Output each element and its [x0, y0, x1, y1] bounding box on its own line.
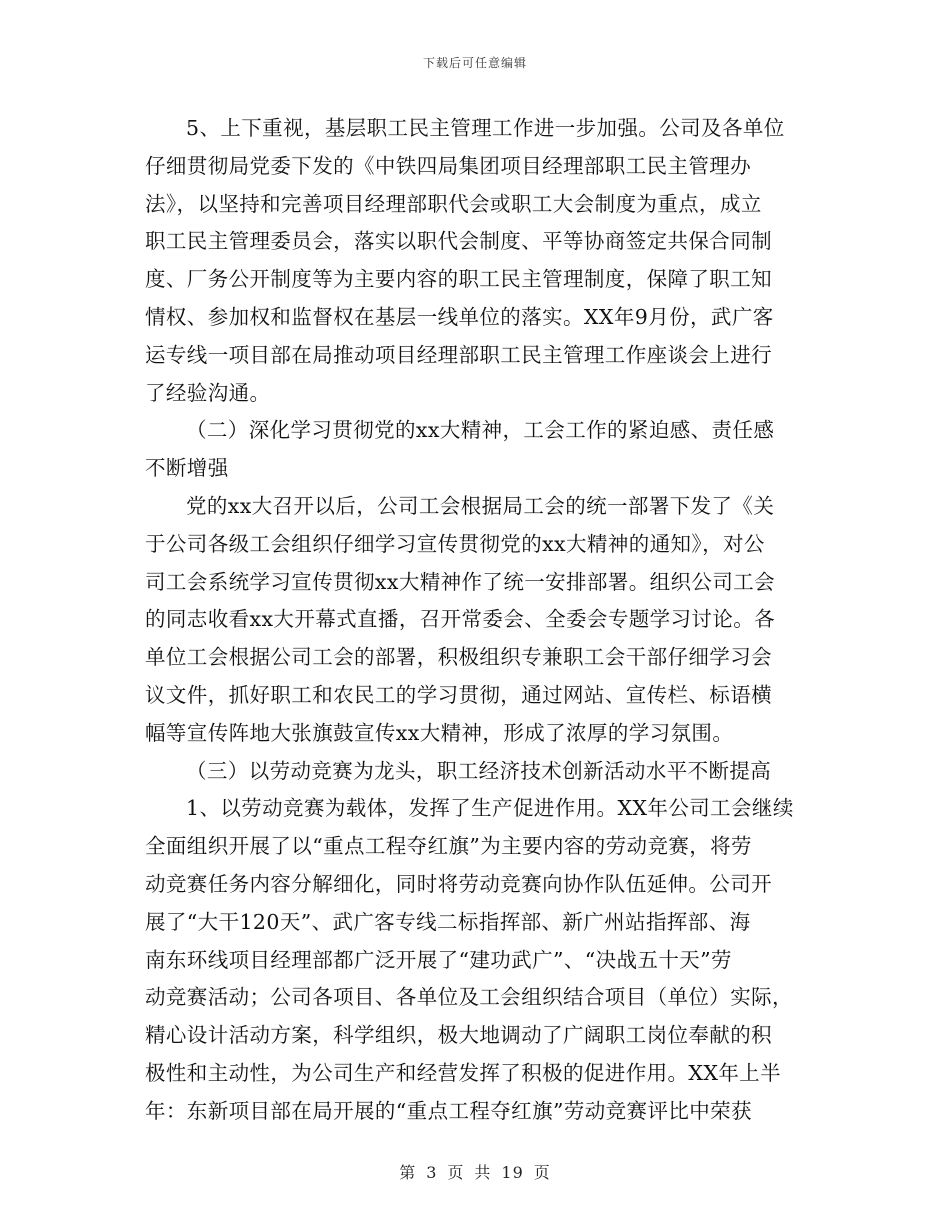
paragraph-line: 党的xx大召开以后，公司工会根据局工会的统一部署下发了《关 [186, 493, 775, 518]
paragraph-line: 法》，以坚持和完善项目经理部职代会或职工大会制度为重点，成立 [145, 191, 762, 216]
footer-total-suffix: 页 [533, 1163, 551, 1182]
paragraph-line: 了经验沟通。 [145, 380, 271, 405]
paragraph-line: 情权、参加权和监督权在基层一线单位的落实。XX年9月份，武广客 [145, 304, 774, 329]
paragraph-line: 幅等宣传阵地大张旗鼓宣传xx大精神，形成了浓厚的学习氛围。 [145, 720, 734, 745]
section-heading-line: 不断增强 [145, 456, 229, 481]
paragraph-line: 度、厂务公开制度等为主要内容的职工民主管理制度，保障了职工知 [145, 267, 772, 292]
paragraph-line: 运专线一项目部在局推动项目经理部职工民主管理工作座谈会上进行 [145, 342, 772, 367]
body-text [145, 110, 810, 1131]
paragraph-line: 议文件，抓好职工和农民工的学习贯彻，通过网站、宣传栏、标语横 [145, 682, 772, 707]
footer-total-pages: 19 [501, 1163, 524, 1182]
paragraph-line: 单位工会根据公司工会的部署，积极组织专兼职工会干部仔细学习会 [145, 645, 772, 670]
paragraph-line: 的同志收看xx大开幕式直播，召开常委会、全委会专题学习讨论。各 [145, 607, 776, 632]
paragraph-line: 动竞赛任务内容分解细化，同时将劳动竞赛向协作队伍延伸。公司开 [145, 871, 772, 896]
paragraph-line: 展了“大干120天”、武广客专线二标指挥部、新广州站指挥部、海 [145, 909, 751, 934]
paragraph-line: 5、上下重视，基层职工民主管理工作进一步加强。公司及各单位 [186, 116, 785, 140]
paragraph-line: 年：东新项目部在局开展的“重点工程夺红旗”劳动竞赛评比中荣获 [145, 1098, 752, 1123]
paragraph-line: 仔细贯彻局党委下发的《中铁四局集团项目经理部职工民主管理办 [145, 153, 752, 178]
section-heading-line: （二）深化学习贯彻党的xx大精神，工会工作的紧迫感、责任感 [186, 418, 775, 443]
paragraph-line: 全面组织开展了以“重点工程夺红旗”为主要内容的劳动竞赛，将劳 [145, 834, 752, 859]
paragraph-line: 1、以劳动竞赛为载体，发挥了生产促进作用。XX年公司工会继续 [186, 796, 794, 821]
footer-page-number: 3 [426, 1163, 438, 1182]
section-heading-line: （三）以劳动竞赛为龙头，职工经济技术创新活动水平不断提高 [186, 758, 772, 783]
paragraph-line: 动竞赛活动；公司各项目、各单位及工会组织结合项目（单位）实际， [145, 985, 793, 1010]
paragraph-line: 于公司各级工会组织仔细学习宣传贯彻党的xx大精神的通知》，对公 [145, 531, 765, 556]
footer-total-prefix: 共 [474, 1163, 492, 1182]
paragraph-line: 精心设计活动方案，科学组织，极大地调动了广阔职工岗位奉献的积 [145, 1023, 772, 1048]
paragraph-line: 司工会系统学习宣传贯彻xx大精神作了统一安排部署。组织公司工会 [145, 569, 776, 594]
header-note: 下载后可任意编辑 [422, 56, 527, 70]
page-number-footer [0, 1160, 950, 1183]
paragraph-line: 职工民主管理委员会，落实以职代会制度、平等协商签定共保合同制 [145, 229, 772, 254]
footer-page-mid: 页 [447, 1163, 465, 1182]
paragraph-line: 南东环线项目经理部都广泛开展了“建功武广”、“决战五十天”劳 [145, 947, 732, 972]
paragraph-line: 极性和主动性，为公司生产和经营发挥了积极的促进作用。XX年上半 [145, 1060, 782, 1085]
footer-page-prefix: 第 [399, 1163, 417, 1182]
